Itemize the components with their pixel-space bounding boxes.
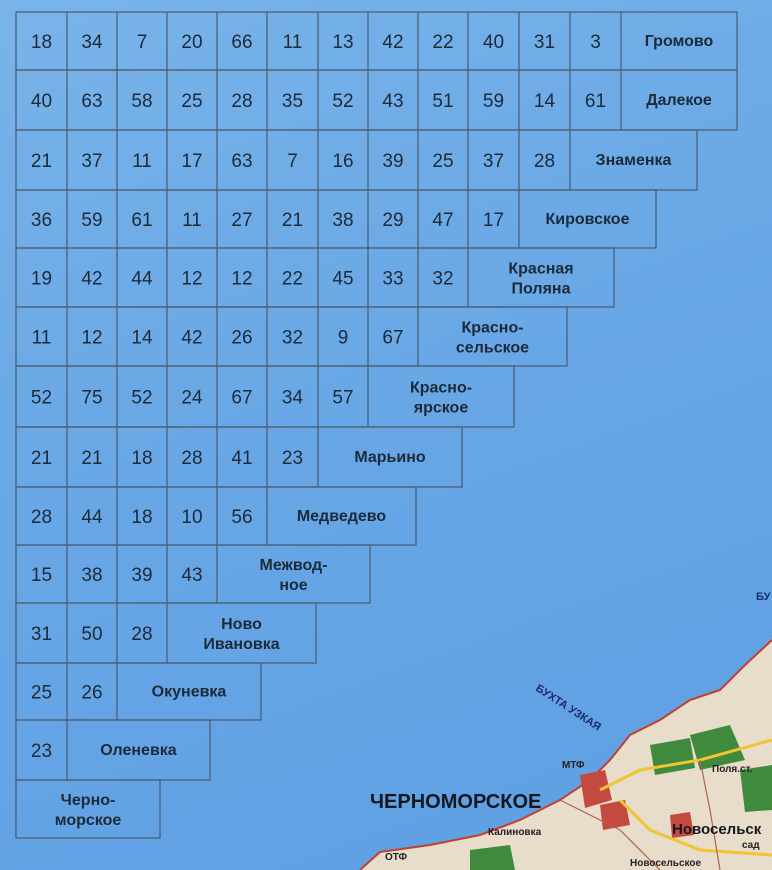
settlement-name: Кировское [545,211,630,228]
distance-value: 34 [281,387,304,409]
distance-value: 14 [533,91,556,112]
small-label: Поля.ст. [712,764,753,775]
distance-value: 66 [231,32,253,53]
settlement-name-line: Красная [508,260,574,278]
distance-value: 24 [181,387,203,409]
settlement-name-line: Поляна [511,280,571,298]
table-row [16,190,656,248]
distance-value: 7 [287,151,298,172]
distance-value: 28 [131,624,153,645]
distance-value: 50 [81,624,103,645]
neighbor-town-label: Новосельск [672,821,762,838]
settlement-name-line: ное [279,577,308,594]
settlement-name-line: Красно- [461,319,524,337]
distance-value: 67 [231,387,253,409]
distance-value: 40 [30,91,53,112]
small-label: Калиновка [488,827,542,838]
row-border [16,12,737,70]
table-row [16,248,614,307]
distance-value: 26 [81,682,103,704]
distance-value: 43 [181,565,203,586]
distance-value: 35 [281,91,304,112]
table-row [16,720,210,780]
distance-value: 13 [332,32,354,53]
distance-value: 25 [432,151,454,172]
settlement-name: Знаменка [595,152,672,169]
distance-value: 58 [131,91,153,112]
distance-value: 11 [31,327,52,349]
distance-value: 21 [30,448,53,469]
distance-value: 17 [482,210,505,231]
distance-value: 15 [30,565,53,586]
distance-value: 25 [181,91,203,112]
table-row [16,130,697,190]
distance-value: 38 [81,565,103,586]
row-border [16,603,316,663]
settlement-name-line: ярское [413,399,469,417]
distance-value: 36 [30,210,53,231]
distance-value: 59 [81,210,103,231]
distance-value: 29 [382,210,404,231]
distance-value: 31 [30,624,53,645]
distance-value: 40 [482,32,505,53]
town-label: ЧЕРНОМОРСКОЕ [370,791,542,813]
distance-value: 61 [131,210,153,231]
distance-value: 34 [81,32,103,53]
row-border [16,248,614,307]
distance-value: 28 [181,448,203,469]
distance-value: 21 [30,151,53,172]
distance-value: 52 [131,387,153,409]
distance-value: 61 [584,91,607,112]
distance-value: 44 [81,507,103,528]
distance-value: 28 [231,91,253,112]
distance-value: 42 [181,327,203,349]
distance-value: 22 [432,32,454,53]
distance-value: 3 [590,32,601,53]
table-row [16,487,416,545]
settlement-name: Оленевка [100,742,177,759]
edge-label: БУ [756,591,771,603]
small-label: ОТФ [385,852,408,863]
distance-value: 26 [231,327,253,349]
small-label: Новосельское [630,858,702,869]
distance-value: 9 [337,327,349,349]
distance-value: 43 [382,91,404,112]
distance-value: 38 [332,210,354,231]
distance-value: 32 [281,327,304,349]
distance-value: 7 [136,32,148,53]
settlement-name: Далекое [646,92,712,109]
distance-table [16,12,737,838]
distance-value: 59 [482,91,505,112]
distance-value: 32 [432,268,454,290]
small-label: МТФ [562,760,585,771]
distance-value: 14 [131,327,153,349]
distance-value: 11 [132,151,152,172]
distance-value: 11 [282,32,303,53]
distance-value: 39 [382,151,404,172]
distance-value: 22 [281,268,304,290]
distance-value: 28 [533,151,556,172]
table-row [16,366,514,427]
distance-value: 21 [81,448,103,469]
distance-value: 47 [432,210,454,231]
distance-value: 37 [482,151,505,172]
distance-value: 17 [181,151,203,172]
distance-value: 12 [81,327,103,349]
distance-value: 18 [131,507,153,528]
distance-value: 23 [281,448,304,469]
settlement-name: Громово [644,33,714,50]
settlement-name-line: морское [54,812,122,829]
settlement-name-line: сельское [455,339,530,357]
distance-value: 20 [181,32,203,53]
row-border [16,780,160,838]
settlement-name: Медведево [296,508,387,525]
distance-value: 37 [81,151,103,172]
settlement-name-line: Черно- [60,792,116,809]
distance-value: 25 [30,682,53,704]
distance-value: 67 [382,327,404,349]
distance-value: 10 [181,507,203,528]
table-row [16,12,737,70]
distance-value: 45 [332,268,354,290]
table-row [16,427,462,487]
small-label: сад [742,840,760,851]
table-row [16,70,737,130]
settlement-name-line: Ивановка [203,636,280,653]
table-row [16,663,261,720]
settlement-name-line: Красно- [409,379,473,397]
distance-value: 51 [432,91,454,112]
settlement-name-line: Ново [221,616,262,633]
table-row [16,307,567,366]
distance-value: 28 [30,507,53,528]
distance-value: 42 [382,32,404,53]
distance-value: 52 [30,387,53,409]
table-row [16,545,370,603]
distance-value: 31 [533,32,556,53]
distance-value: 42 [81,268,103,290]
distance-value: 56 [231,507,253,528]
distance-value: 27 [231,210,253,231]
distance-value: 63 [231,151,253,172]
distance-value: 75 [81,387,103,409]
distance-value: 16 [332,151,354,172]
distance-value: 18 [131,448,153,469]
distance-value: 57 [332,387,354,409]
distance-value: 52 [332,91,354,112]
distance-value: 33 [382,268,404,290]
distance-value: 23 [30,741,53,762]
distance-value: 19 [30,268,53,290]
settlement-name-line: Межвод- [259,557,328,574]
distance-value: 21 [281,210,304,231]
distance-value: 12 [181,268,203,290]
distance-value: 39 [131,565,153,586]
row-border [16,70,737,130]
distance-value: 44 [131,268,153,290]
table-row [16,603,316,663]
distance-value: 11 [182,210,202,231]
settlement-name: Окуневка [151,683,227,701]
distance-value: 12 [231,268,253,290]
bay-label: БУХТА УЗКАЯ [533,682,603,734]
settlement-name: Марьино [354,449,426,466]
distance-value: 18 [30,32,53,53]
distance-value: 41 [231,448,253,469]
distance-value: 63 [81,91,103,112]
table-row [16,780,160,838]
